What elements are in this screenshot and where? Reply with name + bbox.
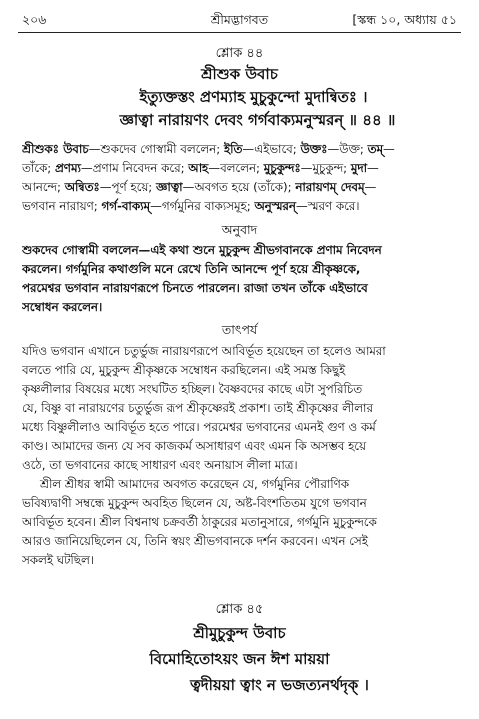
verse-44-speaker: শ্রীশুক উবাচ <box>201 65 278 83</box>
sanskrit-term: আহ <box>188 161 209 175</box>
sanskrit-term: অন্বিতঃ <box>64 180 100 194</box>
purport-line: কৃষ্ণলীলার বিষয়ের মধ্যে সংঘটিত হচ্ছিল। বৈষ্ণবদের কাছে এটা সুপরিচিত <box>22 382 363 396</box>
gloss-text: —মুচুকুন্দ; <box>300 161 351 175</box>
sanskrit-term: অনুস্মরন্ <box>254 199 296 213</box>
sanskrit-term: ইতি <box>223 142 243 156</box>
verse-45-line-1: বিমোহিতোঽয়ং জন ঈশ মায়য়া <box>149 650 330 668</box>
purport-block <box>22 342 460 570</box>
translation-line: করলেন। গর্গমুনির কথাগুলি মনে রেখে তিনি আনন্দে পূর্ণ হয়ে শ্রীকৃষ্ণকে, <box>22 262 361 276</box>
translation-line: পরমেশ্বর ভগবান নারায়ণরূপে চিনতে পারলেন। রাজা তখন তাঁকে এইভাবে <box>22 281 368 295</box>
purport-line: ওঠে, তা ভগবানের কাছে সাধারণ এবং অনায়াস লীলা মাত্র। <box>22 458 298 472</box>
sanskrit-term: উক্তঃ <box>300 142 328 156</box>
purport-line: মধ্যে বিষ্ণুলীলাও আবির্ভূত হতে পারে। পরমেশ্বর ভগবানের এমনই গুণ ও কর্ম <box>22 420 376 434</box>
sanskrit-term: মুচুকুন্দঃ <box>263 161 301 175</box>
gloss-text: —গর্গমুনির বাক্যসমূহ; <box>150 199 255 213</box>
sanskrit-term: নারায়ণম্ দেবম্ <box>295 180 365 194</box>
purport-line: সকলই ঘটছিল। <box>22 553 94 567</box>
chapter-reference: [স্কন্ধ ১০, অধ্যায় ৫১ <box>352 12 457 27</box>
sanskrit-term: মুদা <box>350 161 367 175</box>
gloss-text: —শুকদেব গোস্বামী বললেন; <box>88 142 224 156</box>
purport-line: কাণ্ড। আমাদের জন্য যে সব কাজকর্ম অসাধারণ এবং এমন কি অসম্ভব হয়ে <box>22 439 366 453</box>
purport-line: বলতে পারি যে, মুচুকুন্দ শ্রীকৃষ্ণকে সম্বোধন করছিলেন। এই সমস্ত কিছুই <box>22 363 346 377</box>
translation-title: অনুবাদ <box>221 222 258 237</box>
synonyms-line <box>22 178 460 197</box>
purport-line: শ্রীল শ্রীধর স্বামী আমাদের অবগত করেছেন যে, গর্গমুনির পৌরাণিক <box>40 477 349 491</box>
gloss-text: —পূর্ণ হয়ে; <box>99 180 157 194</box>
purport-line: যে, বিষ্ণু বা নারায়ণের চতুর্ভুজ রূপ শ্রীকৃষ্ণেরই প্রকাশ। তাই শ্রীকৃষ্ণের লীলার <box>22 401 373 415</box>
verse-45-line-2: ত্বদীয়য়া ত্বাং ন ভজত্যনর্থদৃক্ । <box>190 676 369 694</box>
gloss-text: —এইভাবে; <box>242 142 301 156</box>
gloss-text: — <box>383 142 395 156</box>
gloss-text: ভগবান নারায়ণ; <box>22 199 102 213</box>
verse-44-heading: শ্লোক ৪৪ <box>215 46 264 61</box>
gloss-text: —বললেন; <box>208 161 264 175</box>
gloss-text: —প্রণাম নিবেদন করে; <box>80 161 189 175</box>
purport-line: আরও জানিয়েছিলেন যে, তিনি স্বয়ং শ্রীভগবানকে দর্শন করবেন। এখন সেই <box>22 534 368 548</box>
purport-line: আবির্ভূত হবেন। শ্রীল বিশ্বনাথ চক্রবর্তী ঠাকুরের মতানুসারে, গর্গমুনি মুচুকুন্দকে <box>22 515 377 529</box>
header-rule <box>18 32 461 33</box>
purport-line: ভবিষ্যদ্বাণী সম্বন্ধে মুচুকুন্দ অবহিত ছিলেন যে, অষ্ট-বিংশতিতম যুগে ভগবান <box>22 496 367 510</box>
book-title: শ্রীমদ্ভাগবত <box>210 12 269 27</box>
sanskrit-term: শ্রীশুকঃ উবাচ <box>22 142 89 156</box>
sanskrit-term: জ্ঞাত্বা <box>156 180 183 194</box>
verse-44-line-1: ইত্যুক্তস্তং প্রণম্যাহ মুচুকুন্দো মুদান্বিতঃ । <box>139 88 368 106</box>
gloss-text: আনন্দে; <box>22 180 65 194</box>
translation-line: সম্বোধন করলেন। <box>22 300 103 314</box>
gloss-text: —অবগত হয়ে (তাঁকে); <box>182 180 296 194</box>
synonyms-line <box>22 159 460 178</box>
gloss-text: — <box>364 180 377 194</box>
verse-45-speaker: শ্রীমুচুকুন্দ উবাচ <box>193 624 286 642</box>
synonyms-line <box>22 197 460 216</box>
gloss-text: তাঁকে; <box>22 161 55 175</box>
translation-line: শুকদেব গোস্বামী বললেন—এই কথা শুনে মুচুকুন্দ শ্রীভগবানকে প্রণাম নিবেদন <box>22 243 382 257</box>
verse-45-heading: শ্লোক ৪৫ <box>215 602 264 617</box>
synonyms-line <box>22 140 460 159</box>
sanskrit-term: গর্গ-বাক্যম্ <box>101 199 151 213</box>
verse-44-line-2: জ্ঞাত্বা নারায়ণং দেবং গর্গবাক্যমনুস্মরন্ ॥ ৪৪ ॥ <box>119 111 396 129</box>
page-number: ২০৬ <box>22 12 47 27</box>
sanskrit-term: প্রণম্য <box>55 161 81 175</box>
gloss-text: —উক্ত; <box>327 142 368 156</box>
synonyms-block <box>22 140 460 216</box>
purport-title: তাৎপর্য <box>221 322 258 337</box>
purport-line: যদিও ভগবান এখানে চতুর্ভুজ নারায়ণরূপে আবির্ভূত হয়েছেন তা হলেও আমরা <box>22 344 386 358</box>
gloss-text: — <box>367 161 379 175</box>
translation-block <box>22 241 460 317</box>
gloss-text: —স্মরণ করে। <box>295 199 360 213</box>
sanskrit-term: তম্ <box>367 142 384 156</box>
